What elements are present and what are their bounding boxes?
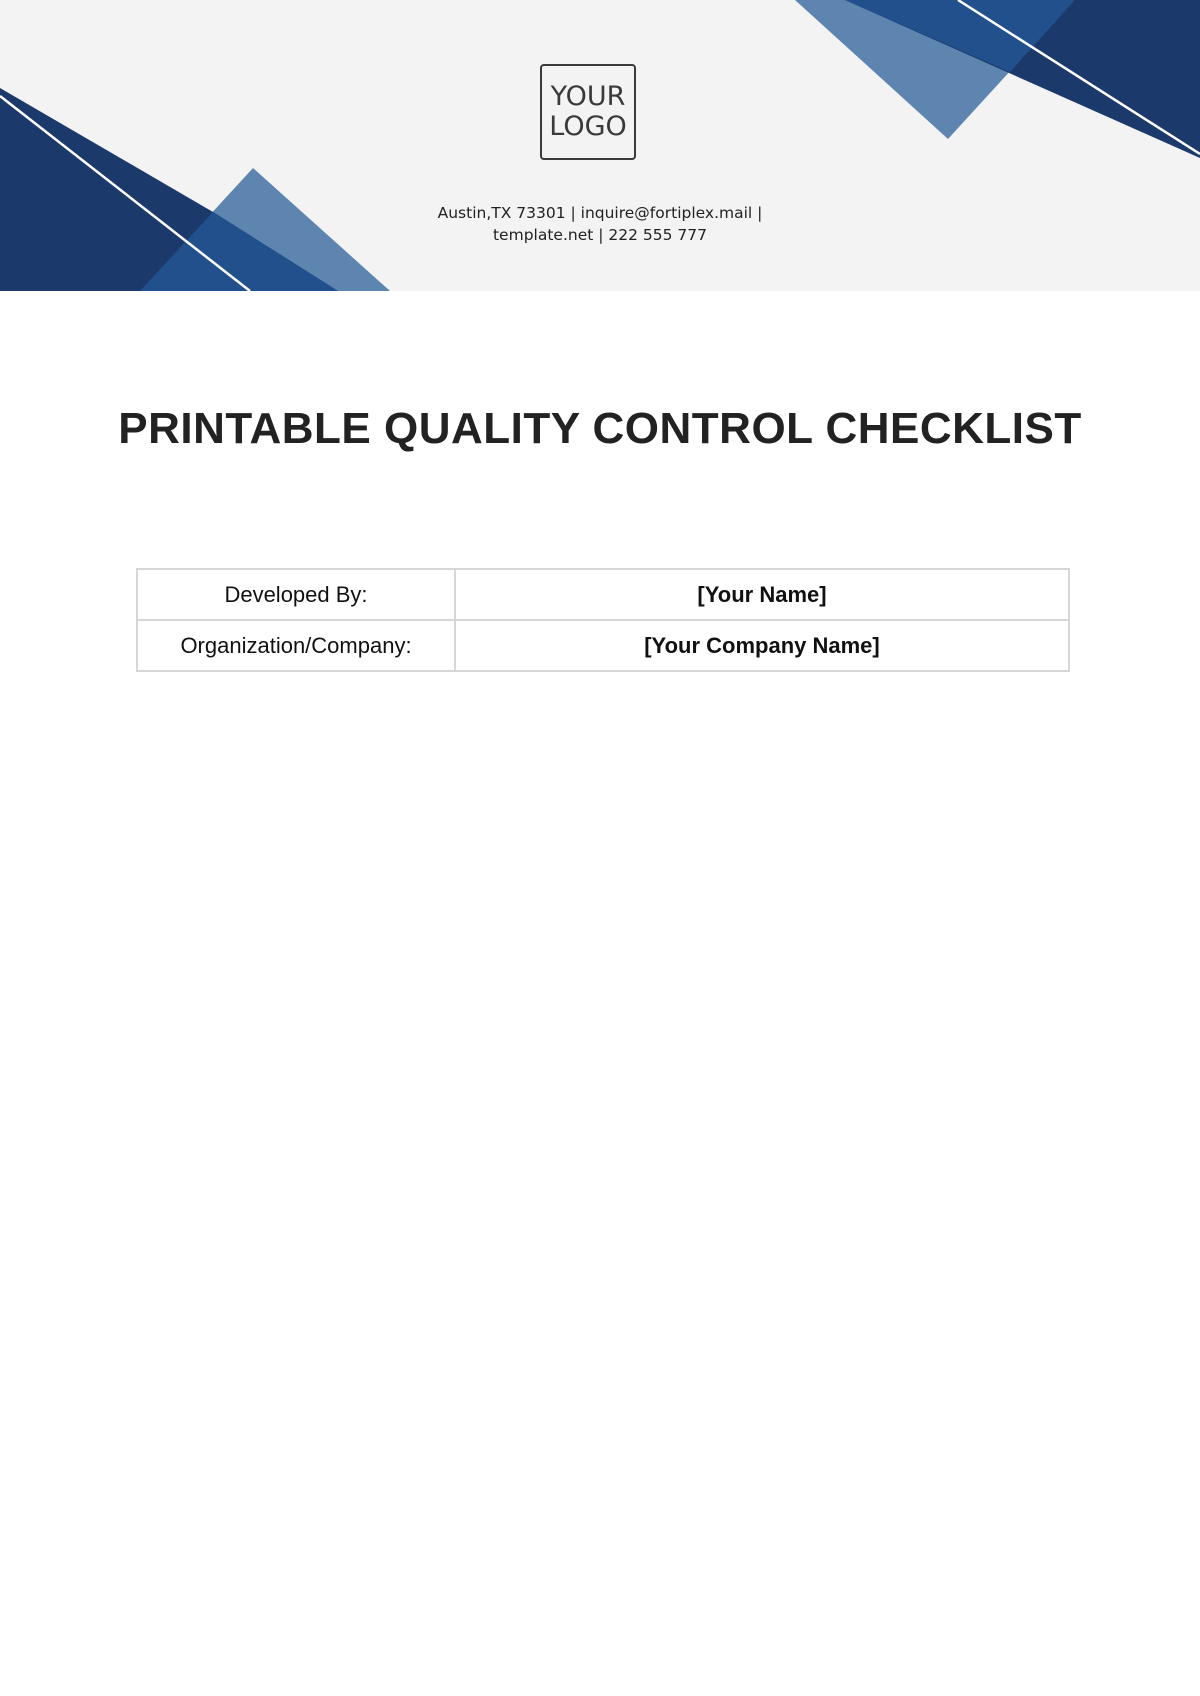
table-row	[137, 569, 1069, 620]
contact-info	[300, 202, 900, 246]
info-table	[136, 568, 1070, 672]
logo	[540, 64, 636, 160]
developed-by-value[interactable]: [Your Name]	[455, 569, 1069, 620]
contact-line-2: template.net | 222 555 777	[492, 226, 708, 244]
organization-label: Organization/Company:	[137, 620, 455, 671]
logo-line-2: LOGO	[549, 111, 627, 142]
organization-value[interactable]: [Your Company Name]	[455, 620, 1069, 671]
header-band	[0, 0, 1200, 291]
developed-by-label: Developed By:	[137, 569, 455, 620]
logo-line-1: YOUR	[550, 81, 626, 112]
table-row	[137, 620, 1069, 671]
contact-line-1: Austin,TX 73301 | inquire@fortiplex.mail |	[437, 204, 763, 222]
document-title: PRINTABLE QUALITY CONTROL CHECKLIST	[118, 404, 1082, 453]
